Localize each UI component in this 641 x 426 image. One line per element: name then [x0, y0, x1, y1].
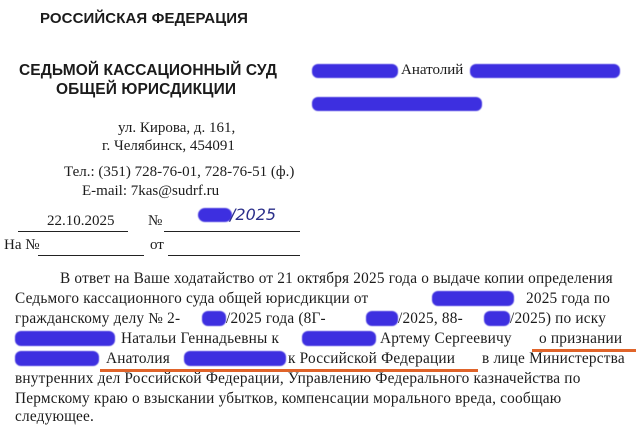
from-label: от [150, 237, 164, 253]
reply-to-label: На № [4, 237, 40, 253]
redaction-recipient-patronymic [470, 64, 620, 78]
redaction-plaintiff-surname [15, 331, 115, 346]
email: E-mail: 7kas@sudrf.ru [82, 183, 220, 199]
body-line-4a: Натальи Геннадьевны к [121, 330, 280, 347]
country-header: РОССИЙСКАЯ ФЕДЕРАЦИЯ [40, 10, 249, 27]
body-line-4b: Артему Сергеевичу [380, 330, 512, 347]
number-label: № [148, 213, 163, 229]
body-line-4c: о признании [539, 330, 623, 347]
redaction-recipient-surname [312, 64, 398, 78]
address-street: ул. Кирова, д. 161, [118, 120, 236, 136]
redaction-case-number [202, 311, 226, 326]
date-underline [18, 231, 128, 232]
body-line-3d: /2025) по иску [510, 310, 607, 327]
from-underline [168, 255, 300, 256]
body-line-5a: Анатолия [106, 350, 171, 367]
body-line-3c: /2025, 88- [398, 310, 463, 327]
address-city: г. Челябинск, 454091 [102, 138, 235, 154]
redaction-person-surname [15, 351, 99, 366]
body-line-3b: /2025 года (8Г- [226, 310, 326, 327]
document-date: 22.10.2025 [47, 213, 115, 229]
redaction-person-patronymic [184, 351, 286, 366]
redaction-recipient-address [312, 97, 482, 111]
body-line-2a: Седьмого кассационного суда общей юрисдикции от [15, 290, 369, 307]
redaction-88-number [484, 311, 510, 326]
body-line-3a: гражданскому делу № 2- [15, 310, 181, 327]
redaction-defendant-surname [302, 331, 376, 346]
body-line-5c: в лице Министерства [482, 350, 625, 367]
body-line-6: внутренних дел Российской Федерации, Управлению Федерального казначейства по [15, 370, 581, 387]
recipient-name: Анатолий [401, 62, 464, 78]
redaction-doc-number [198, 208, 232, 222]
court-name-line2: ОБЩЕЙ ЮРИСДИКЦИИ [56, 81, 237, 98]
body-line-7: Пермскому краю о взыскании убытков, компенсации морального вреда, сообщаю [15, 390, 562, 407]
redaction-ruling-date [432, 291, 514, 306]
body-line-8: следующее. [15, 408, 95, 425]
handwritten-doc-number: /2025 [230, 205, 277, 224]
phone: Тел.: (351) 728-76-01, 728-76-51 (ф.) [64, 164, 295, 180]
reply-to-underline [38, 255, 144, 256]
body-line-5b: к Российской Федерации [288, 350, 456, 367]
body-line-2b: 2025 года по [526, 290, 611, 307]
court-name-line1: СЕДЬМОЙ КАССАЦИОННЫЙ СУД [19, 62, 278, 79]
number-underline [164, 231, 300, 232]
redaction-8g-number [366, 311, 398, 326]
body-line-1: В ответ на Ваше ходатайство от 21 октября 2025 года о выдаче копии определения [60, 270, 613, 287]
